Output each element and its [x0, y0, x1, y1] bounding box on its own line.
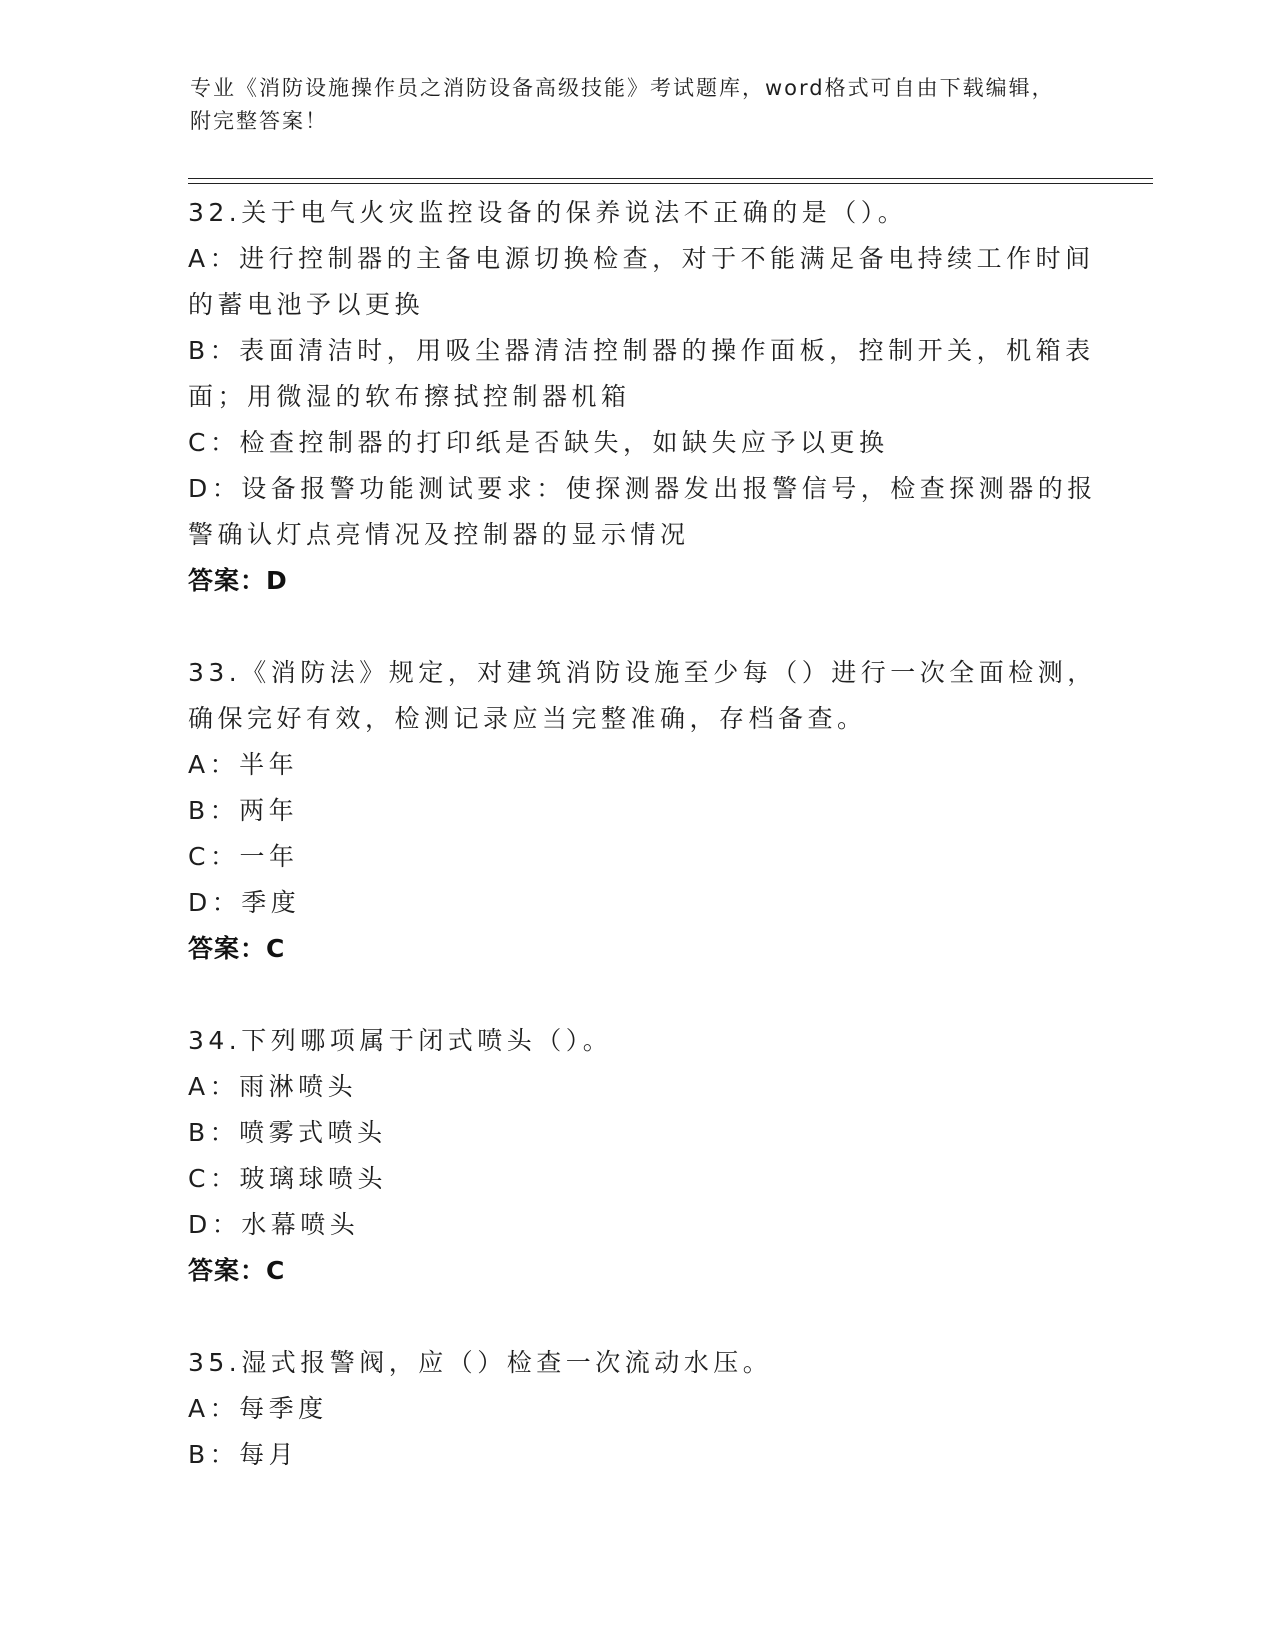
option-b-line1: B：表面清洁时，用吸尘器清洁控制器的操作面板，控制开关，机箱表: [188, 336, 1095, 365]
document-header: 专业《消防设施操作员之消防设备高级技能》考试题库，word格式可自由下载编辑，附完整答案！: [190, 76, 1055, 133]
spacer: [188, 1294, 1088, 1340]
option-d-line2: 警确认灯点亮情况及控制器的显示情况: [188, 520, 690, 549]
question-32: [188, 190, 1097, 604]
option-a-line2: 的蓄电池予以更换: [188, 290, 425, 319]
option-c: C：一年: [188, 842, 299, 871]
question-35: [188, 1340, 1088, 1478]
header-divider-top: [188, 178, 1153, 179]
option-a: A：半年: [188, 750, 299, 779]
spacer: [188, 972, 1088, 1018]
answer: 答案：C: [188, 1256, 286, 1285]
question-33: [188, 650, 1097, 972]
option-b-line2: 面；用微湿的软布擦拭控制器机箱: [188, 382, 631, 411]
question-stem: 35.湿式报警阀，应（）检查一次流动水压。: [188, 1348, 773, 1377]
option-c: C：检查控制器的打印纸是否缺失，如缺失应予以更换: [188, 428, 889, 457]
option-b: B：每月: [188, 1440, 299, 1469]
option-a: A：雨淋喷头: [188, 1072, 358, 1101]
option-b: B：喷雾式喷头: [188, 1118, 387, 1147]
answer: 答案：D: [188, 566, 288, 595]
question-34: [188, 1018, 1088, 1294]
question-stem: 34.下列哪项属于闭式喷头（）。: [188, 1026, 613, 1055]
option-d-line1: D：设备报警功能测试要求：使探测器发出报警信号，检查探测器的报: [188, 474, 1097, 503]
option-a-line1: A：进行控制器的主备电源切换检查，对于不能满足备电持续工作时间: [188, 244, 1095, 273]
option-b: B：两年: [188, 796, 299, 825]
question-stem: 33.《消防法》规定，对建筑消防设施至少每（）进行一次全面检测，: [188, 658, 1097, 687]
answer: 答案：C: [188, 934, 286, 963]
question-stem-line2: 确保完好有效，检测记录应当完整准确，存档备查。: [188, 704, 867, 733]
option-d: D：水幕喷头: [188, 1210, 360, 1239]
question-list: [188, 190, 1097, 1478]
option-d: D：季度: [188, 888, 301, 917]
spacer: [188, 604, 1088, 650]
question-stem: 32.关于电气火灾监控设备的保养说法不正确的是（）。: [188, 198, 908, 227]
option-a: A：每季度: [188, 1394, 328, 1423]
option-c: C：玻璃球喷头: [188, 1164, 387, 1193]
header-divider-bottom: [188, 183, 1153, 184]
